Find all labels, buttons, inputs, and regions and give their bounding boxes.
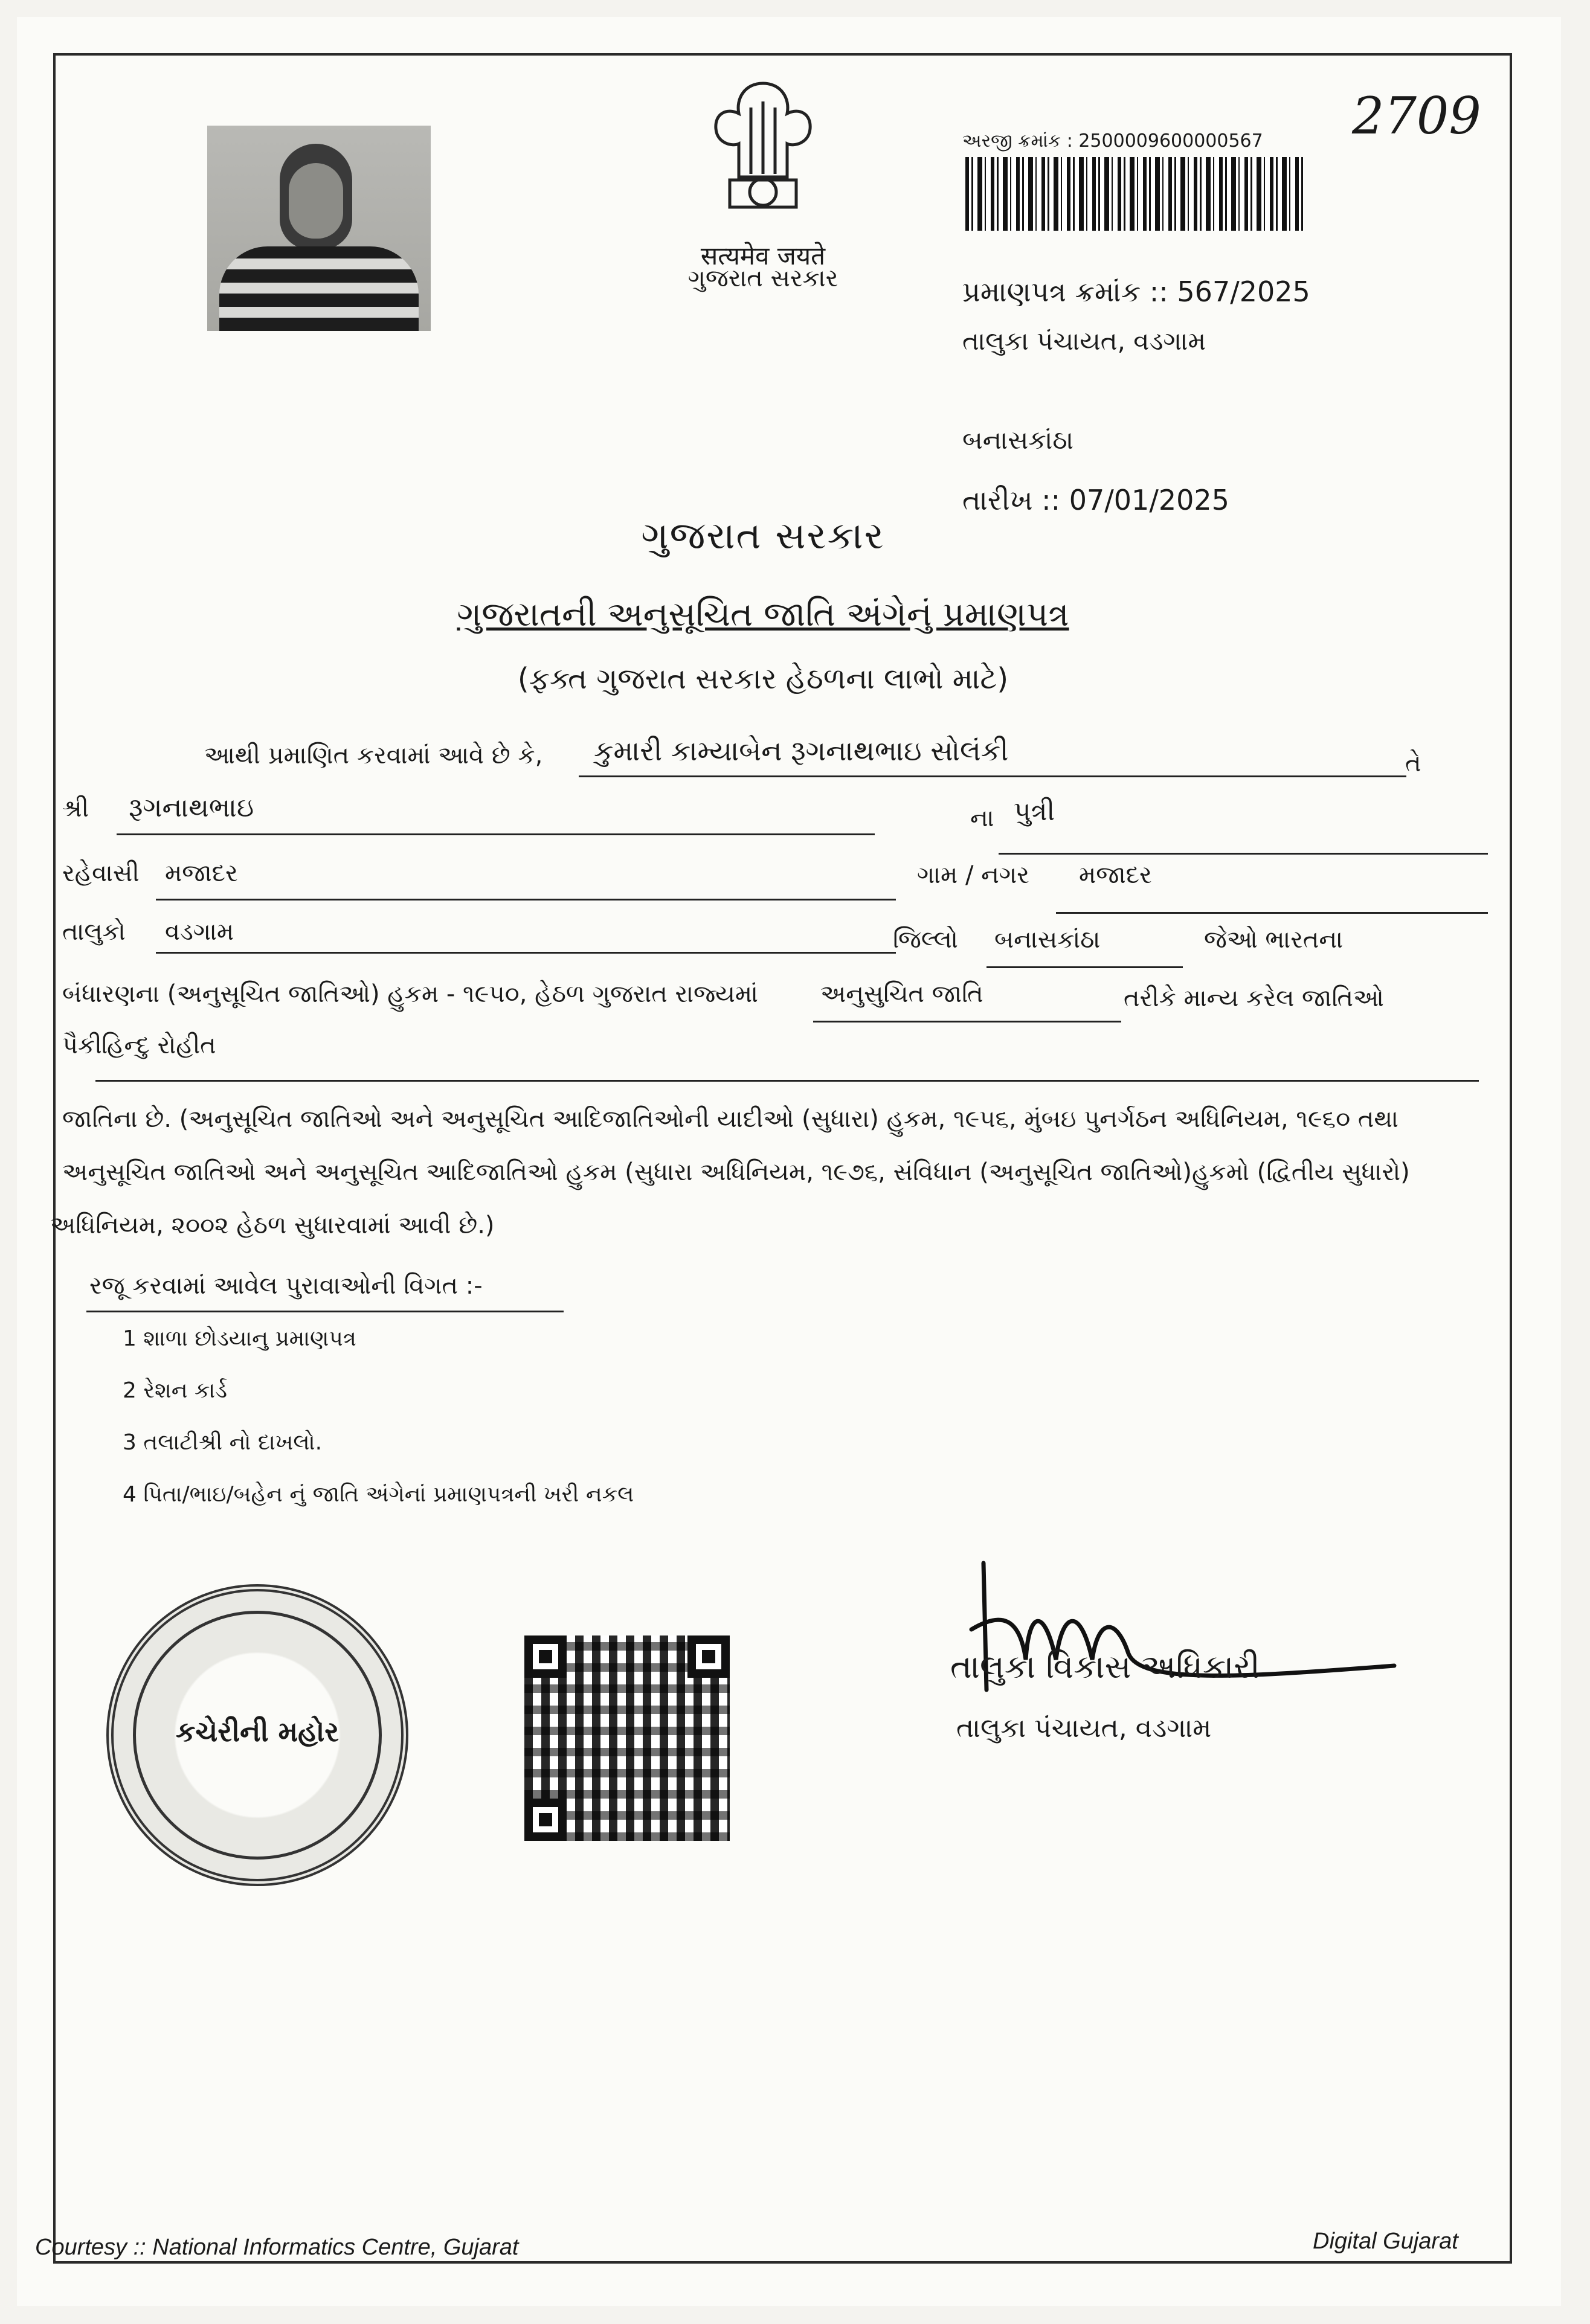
father-name-underline	[117, 833, 875, 835]
certificate-subtitle: (ફક્ત ગુજરાત સરકાર હેઠળના લાભો માટે)	[517, 662, 1009, 696]
order-text: બંધારણના (અનુસૂચિત જાતિઓ) હુકમ - ૧૯૫૦, હેઠળ ગુજરાત રાજ્યમાં	[62, 980, 758, 1008]
evidence-heading-underline	[86, 1311, 564, 1312]
category-value: અનુસુચિત જાતિ	[820, 980, 983, 1008]
caste-underline	[95, 1080, 1479, 1082]
officer-signature	[935, 1539, 1406, 1720]
application-number: અરજી ક્રમાંક : 2500009600000567	[962, 130, 1263, 152]
list-item-text: તલાટીશ્રી નો દાખલો.	[143, 1430, 323, 1455]
application-barcode	[965, 157, 1304, 231]
holder-name-underline	[579, 775, 1406, 777]
village-underline	[1056, 912, 1488, 914]
certificate-title: ગુજરાતની અનુસૂચિત જાતિ અંગેનું પ્રમાણપત્ર	[457, 595, 1069, 634]
recognized-text: તરીકે માન્ય કરેલ જાતિઓ	[1124, 984, 1384, 1012]
ashoka-emblem	[672, 71, 854, 240]
india-text: જેઓ ભારતના	[1204, 926, 1344, 954]
handwritten-number: 2709	[1352, 86, 1481, 146]
father-name: રૂગનાથભાઇ	[129, 792, 254, 823]
list-item-number: 4	[123, 1482, 137, 1507]
signatory-office: તાલુકા પંચાયત, વડગામ	[956, 1713, 1212, 1744]
intro-text: આથી પ્રમાણિત કરવામાં આવે છે કે,	[204, 742, 543, 769]
village-value: મજાદર	[1079, 861, 1152, 889]
signatory-designation: તાલુકા વિકાસ અધિકારી	[950, 1648, 1260, 1686]
resident-value: મજાદર	[165, 859, 238, 887]
resident-underline	[156, 899, 896, 900]
list-item-number: 1	[123, 1326, 137, 1351]
applicant-photo	[207, 126, 431, 331]
caste-value: હિન્દુ રોહીત	[101, 1032, 216, 1059]
government-title: ગુજરાત સરકાર	[641, 513, 885, 557]
relation-value: પુત્રી	[1014, 796, 1055, 827]
emblem-motto: सत्यमेव जयते	[700, 241, 826, 271]
list-item	[123, 1482, 634, 1534]
list-item	[123, 1430, 634, 1482]
issue-date: તારીખ :: 07/01/2025	[962, 484, 1229, 516]
list-item-text: શાળા છોડયાનુ પ્રમાણપત્ર	[143, 1326, 356, 1351]
holder-name: કુમારી કામ્યાબેન રૂગનાથભાઇ સોલંકી	[594, 734, 1009, 767]
certificate-sheet	[17, 17, 1561, 2306]
footer-courtesy: Courtesy :: National Informatics Centre, Gujarat	[35, 2235, 519, 2260]
legal-paragraph-line-2: અનુસૂચિત જાતિઓ અને અનુસૂચિત આદિજાતિઓ હુકમ (સુધારા અધિનિયમ, ૧૯૭૬, સંવિધાન (અનુસૂચિત જાતિઓ)હુકમો (દ્વિતીય સુધારો)	[62, 1158, 1410, 1186]
father-label: શ્રી	[62, 795, 89, 823]
list-item-number: 2	[123, 1378, 137, 1403]
among-label: પૈકી	[62, 1032, 102, 1059]
list-item-text: પિતા/ભાઇ/બહેન નું જાતિ અંગેનાં પ્રમાણપત્રની ખરી નકલ	[143, 1482, 634, 1507]
list-item	[123, 1326, 634, 1378]
legal-paragraph-line-1: જાતિના છે. (અનુસૂચિત જાતિઓ અને અનુસૂચિત આદિજાતિઓની યાદીઓ (સુધારા) હુકમ, ૧૯૫૬, મુંબઇ પુનર્ગઠન અધિનિયમ, ૧૯૬૦ તથા	[62, 1105, 1398, 1133]
list-item	[123, 1378, 634, 1430]
emblem-govt-label: ગુજરાત સરકાર	[687, 265, 838, 292]
list-item-number: 3	[123, 1430, 137, 1455]
district-label: જિલ્લો	[893, 926, 958, 954]
name-suffix: તે	[1405, 750, 1421, 777]
emblem-icon	[672, 71, 854, 240]
taluka-underline	[156, 952, 896, 954]
legal-paragraph-line-3: અધિનિયમ, ૨૦૦૨ હેઠળ સુધારવામાં આવી છે.)	[50, 1212, 495, 1239]
category-underline	[813, 1021, 1121, 1022]
issuing-district: બનાસકાંઠા	[962, 425, 1074, 455]
relation-prefix: ના	[970, 804, 994, 832]
resident-label: રહેવાસી	[62, 859, 140, 887]
evidence-list	[123, 1326, 634, 1534]
relation-underline	[999, 853, 1488, 855]
verification-qr-code	[524, 1635, 730, 1841]
signature-icon	[935, 1539, 1406, 1720]
district-underline	[987, 966, 1183, 968]
office-seal	[106, 1584, 408, 1886]
taluka-value: વડગામ	[165, 918, 234, 946]
district-value: બનાસકાંઠા	[994, 926, 1101, 954]
seal-text: કચેરીની મહોર	[175, 1715, 340, 1748]
taluka-label: તાલુકો	[62, 918, 126, 946]
village-label: ગામ / નગર	[917, 861, 1029, 889]
evidence-heading: રજૂ કરવામાં આવેલ પુરાવાઓની વિગત :-	[89, 1272, 483, 1300]
footer-digital-gujarat: Digital Gujarat	[1313, 2229, 1458, 2254]
issuing-office: તાલુકા પંચાયત, વડગામ	[962, 326, 1206, 356]
list-item-text: રેશન કાર્ડ	[143, 1378, 227, 1403]
certificate-number: પ્રમાણપત્ર ક્રમાંક :: 567/2025	[962, 275, 1310, 308]
